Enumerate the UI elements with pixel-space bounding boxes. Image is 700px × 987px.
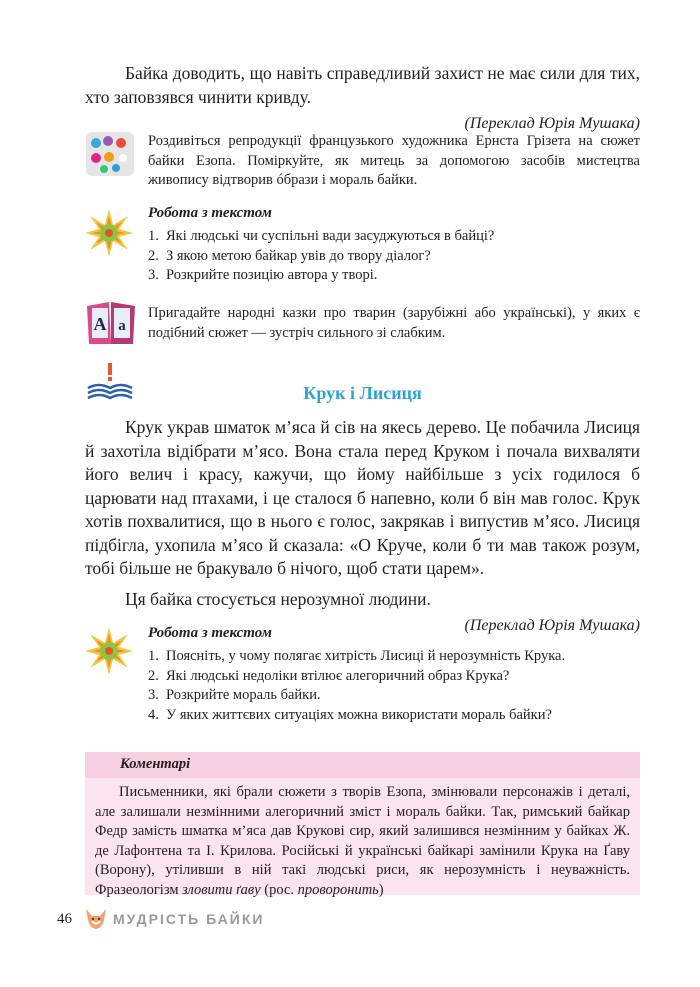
book-aa-icon [85, 300, 137, 346]
work-with-text-1-title: Робота з текстом [148, 205, 272, 221]
commentary-header [85, 752, 640, 778]
phraseologism-ru: проворонить [297, 881, 379, 898]
intro-moral: Байка доводить, що навіть справедливий захист не має сили для тих, хто заповзявся чинити кривду. [85, 63, 640, 107]
fable-moral: Ця байка стосується нерозумної людини. [125, 588, 431, 609]
work-with-text-2 [148, 625, 640, 725]
language-task [148, 304, 640, 343]
intro-credit: (Переклад Юрія Мушака) [464, 115, 640, 132]
commentary-box [85, 752, 640, 898]
list-item: 3. Розкрийте мораль байки. [148, 687, 321, 703]
fable-title-block [85, 383, 640, 404]
fable-credit: (Переклад Юрія Мушака) [464, 617, 640, 634]
art-task-text: Роздивіться репродукції французького художника Ернста Грізета на сюжет байки Езопа. Поміркуйте, як митець за допомогою засобів мистецтва живопису відтворив óбрази і мораль байки. [148, 133, 640, 188]
list-item: 4. У яких життєвих ситуаціях можна використати мораль байки? [148, 706, 552, 723]
fox-icon [83, 907, 109, 931]
work-with-text-2-list [148, 647, 640, 725]
commentary-text: Письменники, які брали сюжети з творів Езопа, змінювали персонажів і деталі, але залишали незмінними алегоричний зміст і мораль байки. Так, римський байкар Федр замість шматка м’яса дав Крукові сир, який залишився незмінним у байках Ж. де Лафонтена та І. Крилова. Російські й українські байкарі замінили Крука на Ґаву (Ворону), утіливши в ній такі людські риси, як нерозумність і неуважність. Фразеологізм зловити ґаву (рос. проворонить) [95, 784, 630, 898]
palette-icon [85, 131, 135, 177]
fable-block [85, 416, 640, 635]
phraseologism: зловити ґаву [182, 881, 261, 898]
list-item: 2. З якою метою байкар увів до твору діалог? [148, 247, 431, 264]
commentary-title: Коментарі [120, 756, 191, 772]
list-item: 2. Які людські недоліки втілює алегоричний образ Крука? [148, 667, 510, 684]
fable-title: Крук і Лисиця [303, 383, 422, 403]
list-item: 1. Поясніть, у чому полягає хитрість Лисиці й нерозумність Крука. [148, 648, 566, 664]
star-icon [84, 626, 134, 676]
work-with-text-1 [148, 205, 640, 286]
list-item: 3. Розкрийте позицію автора у творі. [148, 267, 378, 283]
work-with-text-2-title: Робота з текстом [148, 625, 272, 641]
fable-body: Крук украв шматок м’яса й сів на якесь дерево. Це побачила Лисиця й захотіла відібрати м’ясо. Вона стала перед Круком і почала вихваляти його велич і красу, кажучи, що йому найбільше з усіх годилося б царювати над птахами, і це сталося б напевно, коли б він мав голос. Крук хотів похвалитися, що в нього є голос, закрякав і випустив м’ясо. Лисиця підбігла, ухопила м’ясо й сказала: «О Круче, коли б ти мав також розум, тобі більше не бракувало б нічого, щоб стати царем». [85, 417, 640, 578]
art-task [148, 132, 640, 191]
svg-text:a: a [118, 318, 126, 334]
page-number: 46 [57, 911, 72, 927]
svg-text:A: A [93, 314, 107, 334]
language-task-text: Пригадайте народні казки про тварин (зарубіжні або українські), у яких є подібний сюжет — зустріч сильного зі слабким. [148, 305, 640, 341]
work-with-text-1-list [148, 227, 640, 286]
section-title: МУДРІСТЬ БАЙКИ [113, 911, 265, 927]
intro-moral-block [85, 62, 640, 133]
list-item: 1. Які людські чи суспільні вади засуджуються в байці? [148, 228, 495, 244]
star-icon [84, 208, 134, 258]
